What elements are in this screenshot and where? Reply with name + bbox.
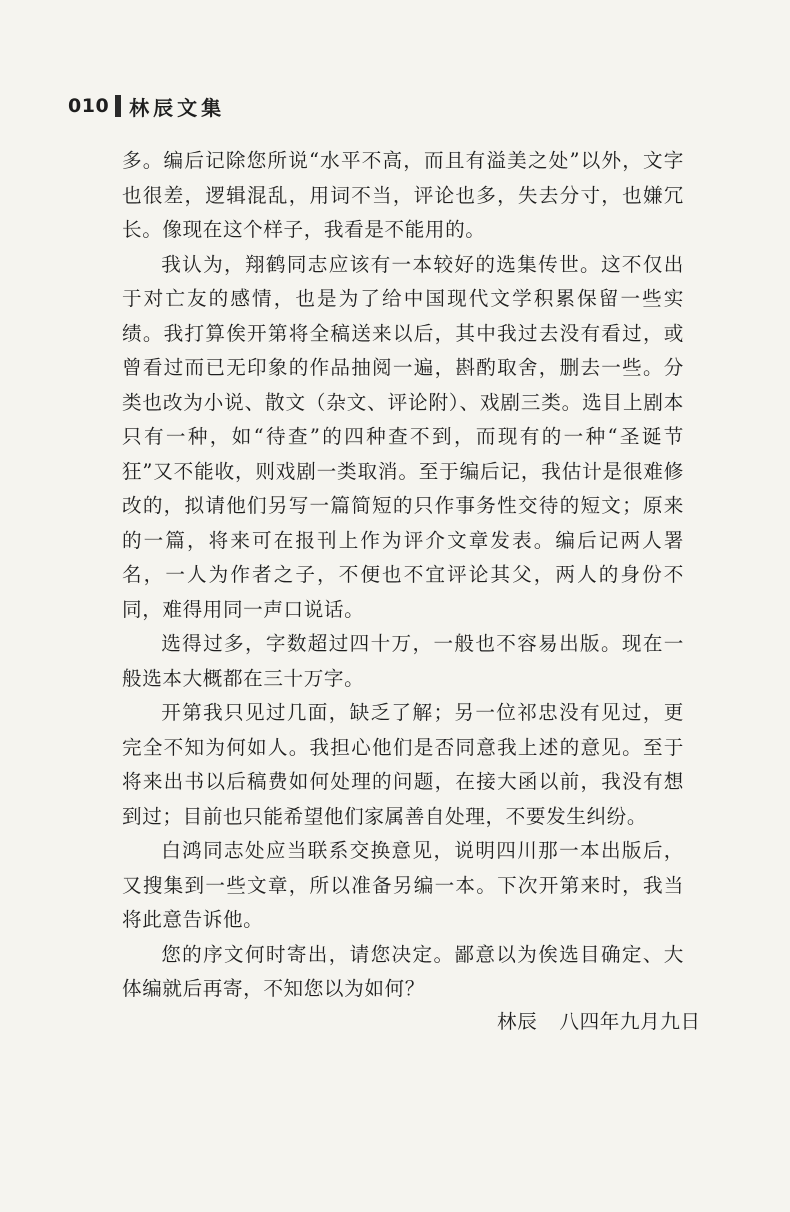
signature-date: 八四年九月九日 [559,1010,701,1033]
running-book-title: 林辰文集 [129,95,226,120]
page-number: 010 [68,95,110,117]
paragraph: 开第我只见过几面，缺乏了解；另一位祁忠没有见过，更完全不知为何如人。我担心他们是否同意我上述的意见。至于将来出书以后稿费如何处理的问题，在接大函以前，我没有想到过；目前也只能希望他们家属善自处理，不要发生纠纷。 [122,701,684,828]
paragraph: 您的序文何时寄出，请您决定。鄙意以为俟选目确定、大体编就后再寄，不知您以为如何？ [122,942,684,1000]
paragraph: 选得过多，字数超过四十万，一般也不容易出版。现在一般选本大概都在三十万字。 [122,632,684,690]
page-header [68,92,225,120]
signature-name: 林辰 [497,1010,538,1033]
paragraph: 白鸿同志处应当联系交换意见，说明四川那一本出版后，又搜集到一些文章，所以准备另编一本。下次开第来时，我当将此意告诉他。 [122,839,684,931]
paragraph: 我认为，翔鹤同志应该有一本较好的选集传世。这不仅出于对亡友的感情，也是为了给中国现代文学积累保留一些实绩。我打算俟开第将全稿送来以后，其中我过去没有看过，或曾看过而已无印象的作品抽阅一遍，斟酌取舍，删去一些。分类也改为小说、散文（杂文、评论附）、戏剧三类。选目上剧本只有一种，如“待查”的四种查不到，而现有的一种“圣诞节狂”又不能收，则戏剧一类取消。至于编后记，我估计是很难修改的，拟请他们另写一篇简短的只作事务性交待的短文；原来的一篇，将来可在报刊上作为评介文章发表。编后记两人署名，一人为作者之子，不便也不宜评论其父，两人的身份不同，难得用同一声口说话。 [122,252,684,621]
header-divider-bar [115,95,121,117]
paragraph-continued: 多。编后记除您所说“水平不高，而且有溢美之处”以外，文字也很差，逻辑混乱，用词不当，评论也多，失去分寸，也嫌冗长。像现在这个样子，我看是不能用的。 [122,149,684,241]
letter-signature [497,1005,701,1039]
letter-body [122,144,684,1007]
